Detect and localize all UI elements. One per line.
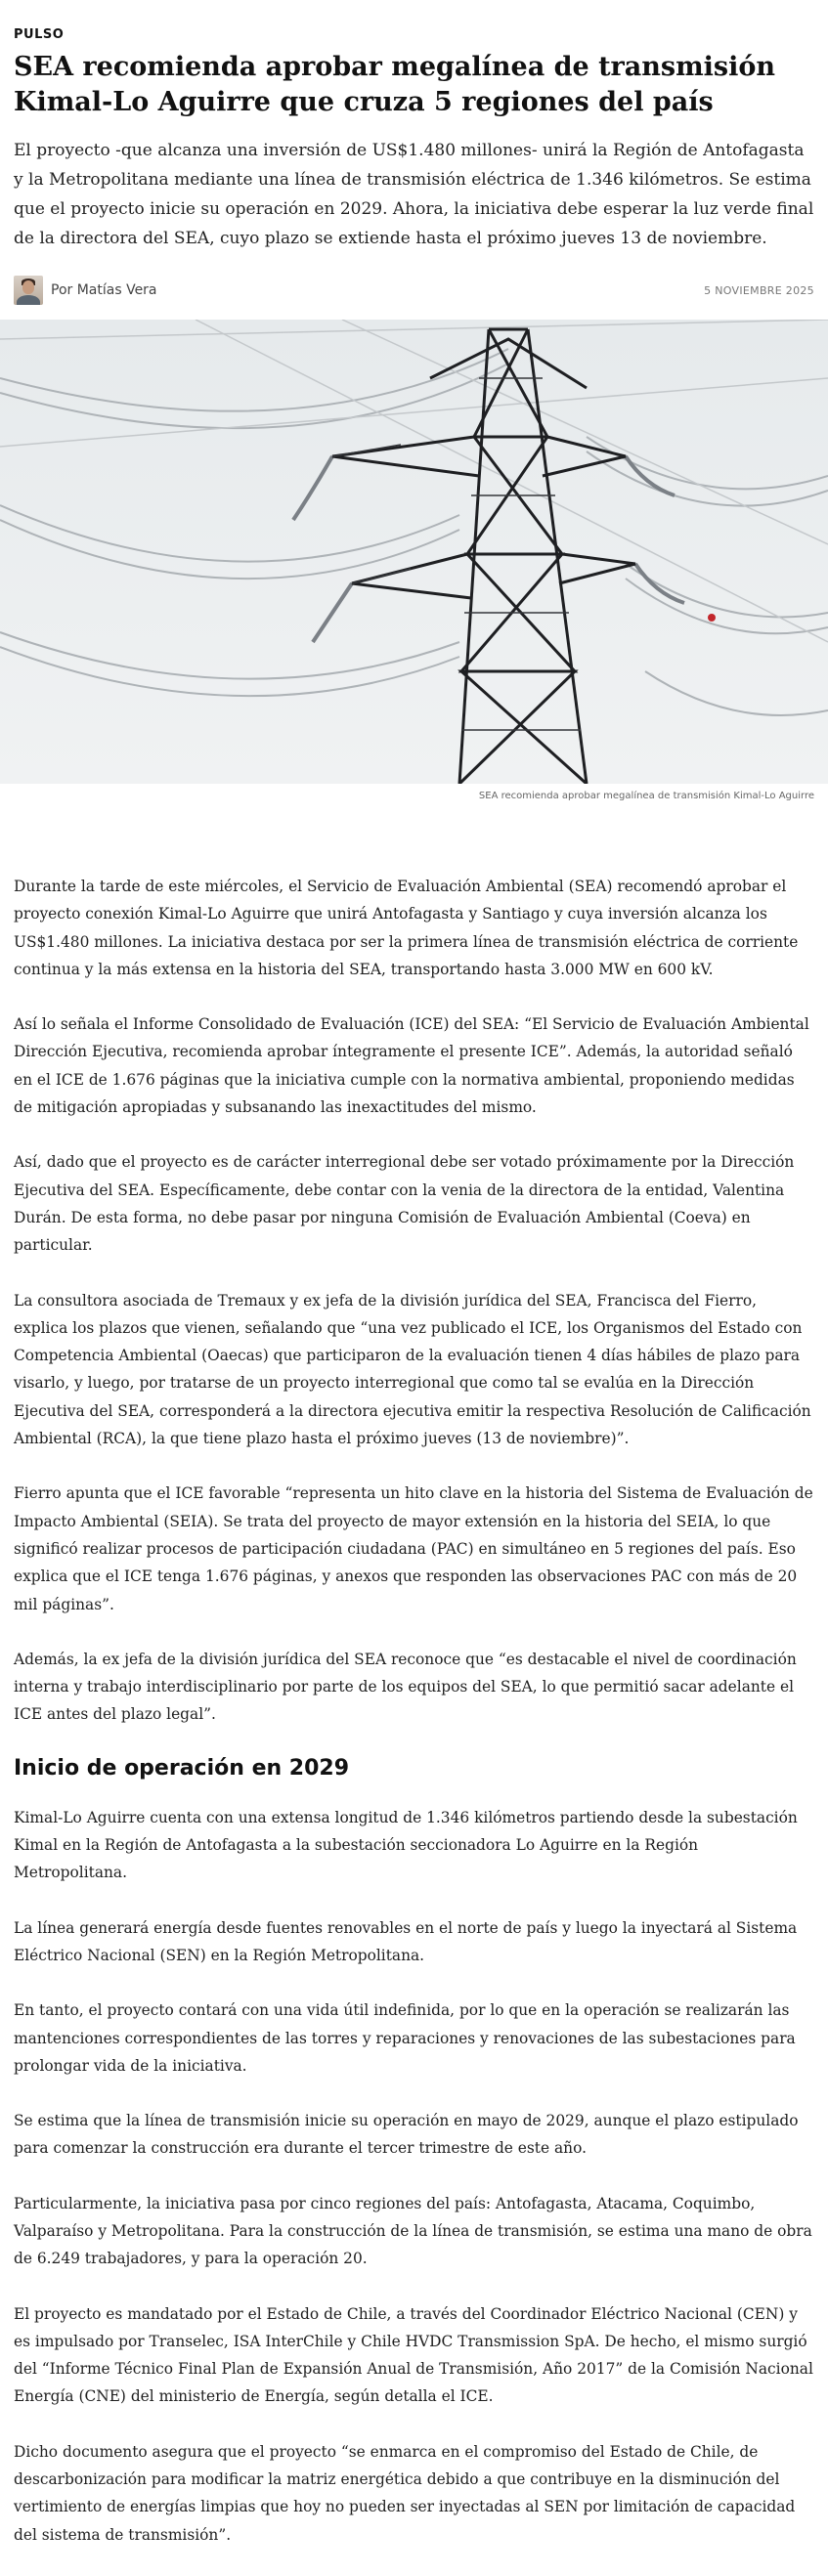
publish-date: 5 NOVIEMBRE 2025 <box>704 283 814 297</box>
paragraph: La línea generará energía desde fuentes renovables en el norte de país y luego la inyectará al Sistema Eléctrico Nacional (SEN) en la Región Metropolitana. <box>14 1918 798 1964</box>
transmission-tower-photo <box>0 320 828 784</box>
paragraph: Fierro apunta que el ICE favorable “representa un hito clave en la historia del Sistema de Evaluación de Impacto Ambiental (SEIA). Se trata del proyecto de mayor extensión en la historia del SEIA, lo que significó realizar procesos de participación ciudadana (PAC) en simultáneo en 5 regiones del país. Eso explica que el ICE tenga 1.676 páginas, y anexos que responden las observaciones PAC con más de 20 mil páginas”. <box>14 1484 813 1613</box>
article-lead: El proyecto -que alcanza una inversión de US$1.480 millones- unirá la Región de Antofagasta y la Metropolitana mediante una línea de transmisión eléctrica de 1.346 kilómetros. Se estima que el proyecto inicie su operación en 2029. Ahora, la iniciativa debe esperar la luz verde final de la directora del SEA, cuyo plazo se extiende hasta el próximo jueves 13 de noviembre. <box>14 141 814 248</box>
article-title: SEA recomienda aprobar megalínea de transmisión Kimal-Lo Aguirre que cruza 5 regiones del país <box>14 52 776 117</box>
paragraph: El proyecto es mandatado por el Estado de Chile, a través del Coordinador Eléctrico Nacional (CEN) y es impulsado por Transelec, ISA InterChile y Chile HVDC Transmission SpA. De hecho, el mismo surgió del “Informe Técnico Final Plan de Expansión Anual de Transmisión, Año 2017” de la Comisión Nacional Energía (CNE) del ministerio de Energía, según detalla el ICE. <box>14 2304 813 2406</box>
section-heading: Inicio de operación en 2029 <box>14 1755 350 1781</box>
author-avatar[interactable] <box>14 276 43 305</box>
paragraph: En tanto, el proyecto contará con una vida útil indefinida, por lo que en la operación se realizarán las mantenciones correspondientes de las torres y reparaciones y renovaciones de las subestaciones para prolongar vida de la iniciativa. <box>14 2001 796 2075</box>
paragraph: Kimal-Lo Aguirre cuenta con una extensa longitud de 1.346 kilómetros partiendo desde la subestación Kimal en la Región de Antofagasta a la subestación seccionadora Lo Aguirre en la Región Metropolitana. <box>14 1808 798 1882</box>
article-header <box>0 27 828 308</box>
paragraph: La consultora asociada de Tremaux y ex jefa de la división jurídica del SEA, Francisca del Fierro, explica los plazos que vienen, señalando que “una vez publicado el ICE, los Organismos del Estado con Competencia Ambiental (Oaecas) que participaron de la evaluación tienen 4 días hábiles de plazo para visarlo, y luego, por tratarse de un proyecto interregional que como tal se evalúa en la Dirección Ejecutiva del SEA, corresponderá a la directora ejecutiva emitir la respectiva Resolución de Calificación Ambiental (RCA), la que tiene plazo hasta el próximo jueves (13 de noviembre)”. <box>14 1291 811 1448</box>
paragraph: Así lo señala el Informe Consolidado de Evaluación (ICE) del SEA: “El Servicio de Evaluación Ambiental Dirección Ejecutiva, recomienda aprobar íntegramente el presente ICE”. Además, la autoridad señaló en el ICE de 1.676 páginas que la iniciativa cumple con la normativa ambiental, proponiendo medidas de mitigación apropiadas y subsanando las inexactitudes del mismo. <box>14 1015 809 1117</box>
image-caption: SEA recomienda aprobar megalínea de transmisión Kimal-Lo Aguirre <box>478 791 814 801</box>
author-name[interactable]: Por Matías Vera <box>51 282 157 298</box>
byline <box>14 273 814 308</box>
paragraph: Dicho documento asegura que el proyecto “se enmarca en el compromiso del Estado de Chile, de descarbonización para modificar la matriz energética debido a que contribuye en la disminución del vertimiento de energías limpias que hoy no pueden ser inyectadas al SEN por limitación de capacidad del sistema de transmisión”. <box>14 2442 796 2544</box>
paragraph: Particularmente, la iniciativa pasa por cinco regiones del país: Antofagasta, Atacama, Coquimbo, Valparaíso y Metropolitana. Para la construcción de la línea de transmisión, se estima una mano de obra de 6.249 trabajadores, y para la operación 20. <box>14 2194 812 2268</box>
paragraph: Además, la ex jefa de la división jurídica del SEA reconoce que “es destacable el nivel de coordinación interna y trabajo interdisciplinario por parte de los equipos del SEA, lo que permitió sacar adelante el ICE antes del plazo legal”. <box>14 1650 797 1724</box>
paragraph: Se estima que la línea de transmisión inicie su operación en mayo de 2029, aunque el plazo estipulado para comenzar la construcción era durante el tercer trimestre de este año. <box>14 2112 799 2158</box>
article-body <box>0 810 828 2549</box>
author-info[interactable] <box>14 276 157 305</box>
paragraph: Durante la tarde de este miércoles, el Servicio de Evaluación Ambiental (SEA) recomendó aprobar el proyecto conexión Kimal-Lo Aguirre que unirá Antofagasta y Santiago y cuya inversión alcanza los US$1.480 millones. La iniciativa destaca por ser la primera línea de transmisión eléctrica de corriente continua y la más extensa en la historia del SEA, transportando hasta 3.000 MW en 600 kV. <box>14 878 799 978</box>
paragraph: Así, dado que el proyecto es de carácter interregional debe ser votado próximamente por la Dirección Ejecutiva del SEA. Específicamente, debe contar con la venia de la directora de la entidad, Valentina Durán. De esta forma, no debe pasar por ninguna Comisión de Evaluación Ambiental (Coeva) en particular. <box>14 1153 795 1255</box>
section-kicker[interactable]: PULSO <box>14 27 65 42</box>
